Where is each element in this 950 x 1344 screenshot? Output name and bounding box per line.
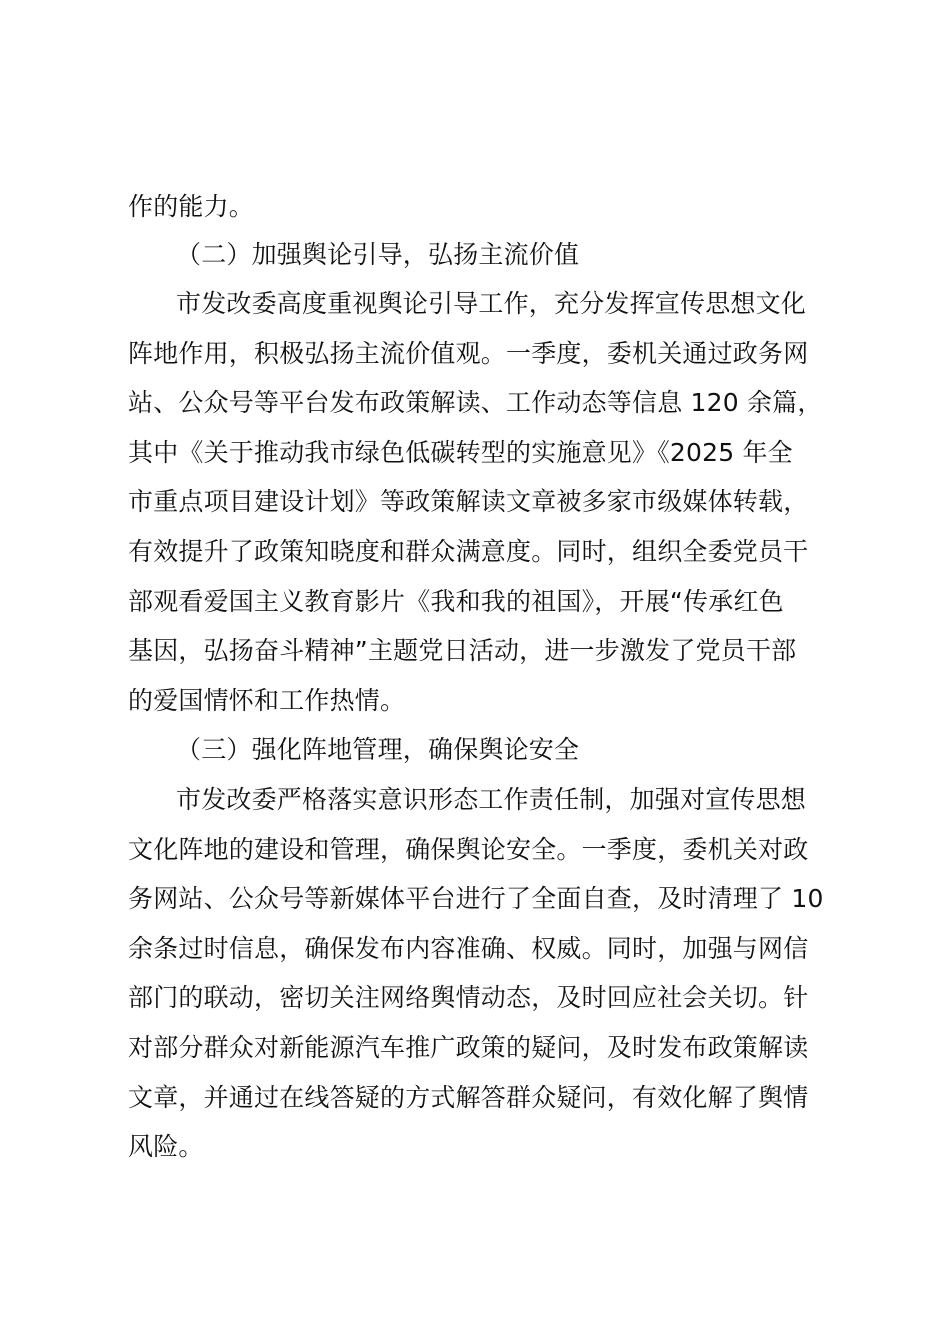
paragraph-2-line-5: 市重点项目建设计划》等政策解读文章被多家市级媒体转载， — [128, 487, 809, 516]
section-heading-2: （二）加强舆论引导，弘扬主流价值 — [176, 240, 580, 269]
section-heading-3: （三）强化阵地管理，确保舆论安全 — [176, 735, 580, 764]
paragraph-2-line-2: 阵地作用，积极弘扬主流价值观。一季度，委机关通过政务网 — [128, 339, 809, 368]
paragraph-3-line-8: 风险。 — [128, 1132, 204, 1161]
paragraph-2-line-1: 市发改委高度重视舆论引导工作，充分发挥宣传思想文化 — [176, 289, 807, 318]
paragraph-1-line-1: 作的能力。 — [128, 192, 255, 221]
paragraph-2-line-6: 有效提升了政策知晓度和群众满意度。同时，组织全委党员干 — [128, 537, 809, 566]
paragraph-2-line-7: 部观看爱国主义教育影片《我和我的祖国》，开展“传承红色 — [128, 587, 784, 616]
paragraph-2-line-9: 的爱国情怀和工作热情。 — [128, 686, 406, 715]
paragraph-3-line-6: 对部分群众对新能源汽车推广政策的疑问，及时发布政策解读 — [128, 1033, 809, 1062]
paragraph-3-line-2: 文化阵地的建设和管理，确保舆论安全。一季度，委机关对政 — [128, 835, 809, 864]
paragraph-2-line-8: 基因，弘扬奋斗精神”主题党日活动，进一步激发了党员干部 — [128, 636, 797, 665]
paragraph-3-line-3: 务网站、公众号等新媒体平台进行了全面自查，及时清理了 10 — [128, 884, 824, 913]
paragraph-3-line-7: 文章，并通过在线答疑的方式解答群众疑问，有效化解了舆情 — [128, 1083, 809, 1112]
paragraph-3-line-1: 市发改委严格落实意识形态工作责任制，加强对宣传思想 — [176, 785, 807, 814]
paragraph-2-line-4: 其中《关于推动我市绿色低碳转型的实施意见》《2025 年全 — [128, 438, 793, 467]
paragraph-3-line-4: 余条过时信息，确保发布内容准确、权威。同时，加强与网信 — [128, 934, 809, 963]
paragraph-3-line-5: 部门的联动，密切关注网络舆情动态，及时回应社会关切。针 — [128, 983, 809, 1012]
paragraph-2-line-3: 站、公众号等平台发布政策解读、工作动态等信息 120 余篇， — [128, 388, 823, 417]
